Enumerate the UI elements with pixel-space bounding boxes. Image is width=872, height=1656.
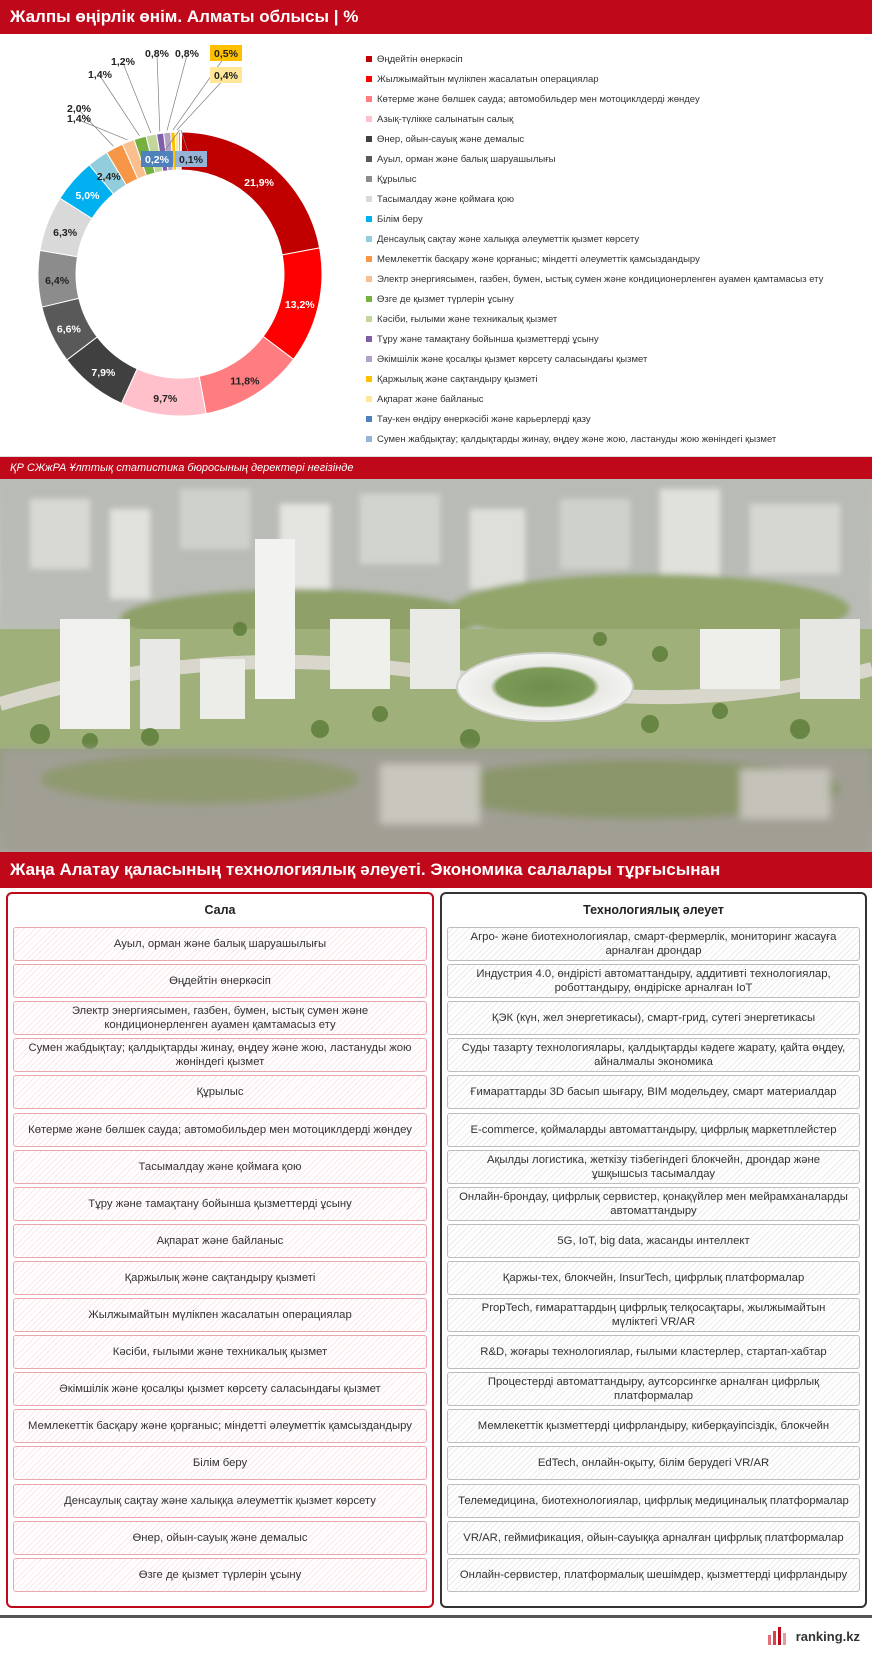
potential-cell: VR/AR, геймификация, ойын-сауыққа арналған цифрлық платформалар xyxy=(447,1521,860,1555)
data-label: 1,2% xyxy=(111,56,135,68)
legend-item xyxy=(366,189,872,209)
potential-cell: Процестерді автоматтандыру, аутсорсингке арналған цифрлық платформалар xyxy=(447,1372,860,1406)
sector-cell: Ақпарат және байланыс xyxy=(13,1224,427,1258)
legend-label: Электр энергиясымен, газбен, бумен, ыстық сумен және кондиционерленген ауамен қамтамасыз ету xyxy=(377,273,824,285)
legend-label: Кәсіби, ғылыми және техникалық қызмет xyxy=(377,313,558,325)
legend-label: Мемлекеттік басқару және қорғаныс; міндетті әлеуметтік қамсыздандыру xyxy=(377,253,700,265)
legend-item xyxy=(366,169,872,189)
legend-label: Денсаулық сақтау және халыққа әлеуметтік қызмет көрсету xyxy=(377,233,640,245)
legend-swatch xyxy=(366,96,372,102)
legend-swatch xyxy=(366,316,372,322)
potential-cell: Онлайн-сервистер, платформалық шешімдер, қызметтерді цифрландыру xyxy=(447,1558,860,1592)
potential-cell: ҚЭК (күн, жел энергетикасы), смарт-грид, сутегі энергетикасы xyxy=(447,1001,860,1035)
chart-title-banner xyxy=(0,0,872,34)
data-label: 13,2% xyxy=(284,299,315,312)
data-label: 11,8% xyxy=(230,375,260,388)
sector-cell: Сумен жабдықтау; қалдықтарды жинау, өңдеу және жою, ластануды жою жөніндегі қызмет xyxy=(13,1038,427,1072)
potential-cell: Онлайн-брондау, цифрлық сервистер, қонақүйлер мен мейрамханаларды автоматтандыру xyxy=(447,1187,860,1221)
legend-item xyxy=(366,89,872,109)
legend-item xyxy=(366,129,872,149)
legend-swatch xyxy=(366,296,372,302)
potential-cell: E-commerce, қоймаларды автоматтандыру, цифрлық маркетплейстер xyxy=(447,1113,860,1147)
potential-cell: Суды тазарту технологиялары, қалдықтарды кәдеге жарату, қайта өңдеу, айналмалы экономика xyxy=(447,1038,860,1072)
legend-swatch xyxy=(366,336,372,342)
legend-swatch xyxy=(366,156,372,162)
ranking-logo-icon xyxy=(768,1627,790,1645)
legend-swatch xyxy=(366,396,372,402)
legend-label: Ауыл, орман және балық шаруашылығы xyxy=(377,153,556,165)
sector-cell: Ауыл, орман және балық шаруашылығы xyxy=(13,927,427,961)
legend-item xyxy=(366,429,872,449)
potential-cell: PropTech, ғимараттардың цифрлық телқосақтары, жылжымайтын мүліктегі VR/AR xyxy=(447,1298,860,1332)
legend-item xyxy=(366,289,872,309)
potential-column xyxy=(440,892,867,1608)
sector-cell: Мемлекеттік басқару және қорғаныс; міндетті әлеуметтік қамсыздандыру xyxy=(13,1409,427,1443)
legend-label: Қаржылық және сақтандыру қызметі xyxy=(377,373,538,385)
legend-swatch xyxy=(366,56,372,62)
chart-panel xyxy=(0,34,872,457)
source-note-bar xyxy=(0,457,872,479)
data-label: 9,7% xyxy=(153,393,178,406)
data-label: 6,6% xyxy=(56,323,81,336)
data-label: 2,4% xyxy=(96,170,121,183)
data-label: 5,0% xyxy=(75,189,100,202)
sector-cell: Тұру және тамақтану бойынша қызметтерді ұсыну xyxy=(13,1187,427,1221)
legend-label: Құрылыс xyxy=(377,173,417,185)
data-label: 7,9% xyxy=(91,367,116,380)
legend-item xyxy=(366,309,872,329)
potential-cell: EdTech, онлайн-оқыту, білім берудегі VR/AR xyxy=(447,1446,860,1480)
legend-swatch xyxy=(366,76,372,82)
sector-cell: Білім беру xyxy=(13,1446,427,1480)
sector-cell: Денсаулық сақтау және халыққа әлеуметтік қызмет көрсету xyxy=(13,1484,427,1518)
legend-item xyxy=(366,349,872,369)
legend-swatch xyxy=(366,176,372,182)
legend-item xyxy=(366,109,872,129)
brand-name: ranking.kz xyxy=(795,1628,860,1644)
sector-cell: Қаржылық және сақтандыру қызметі xyxy=(13,1261,427,1295)
data-label: 0,8% xyxy=(145,48,169,60)
potential-cell: 5G, IoT, big data, жасанды интеллект xyxy=(447,1224,860,1258)
legend-swatch xyxy=(366,436,372,442)
footer xyxy=(0,1615,872,1656)
data-label: 1,4% xyxy=(67,113,91,125)
section-title: Жаңа Алатау қаласының технологиялық әлеуеті. Экономика салалары тұрғысынан xyxy=(10,860,721,879)
legend-swatch xyxy=(366,276,372,282)
legend-item xyxy=(366,209,872,229)
legend-label: Тау-кен өндіру өнеркәсібі және карьерлерді қазу xyxy=(377,413,591,425)
label-leader-line xyxy=(100,76,139,136)
brand xyxy=(768,1627,860,1645)
legend-label: Тұру және тамақтану бойынша қызметтерді ұсыну xyxy=(377,333,599,345)
sector-cell: Өзге де қызмет түрлерін ұсыну xyxy=(13,1558,427,1592)
sector-cell: Құрылыс xyxy=(13,1075,427,1109)
legend-item xyxy=(366,409,872,429)
potential-cell: Мемлекеттік қызметтерді цифрландыру, киберқауіпсіздік, блокчейн xyxy=(447,1409,860,1443)
legend-label: Білім беру xyxy=(377,213,423,225)
sector-cell: Әкімшілік және қосалқы қызмет көрсету саласындағы қызмет xyxy=(13,1372,427,1406)
legend-swatch xyxy=(366,196,372,202)
potential-cell: Агро- және биотехнологиялар, смарт-фермерлік, мониторинг жасауға арналған дрондар xyxy=(447,927,860,961)
legend-swatch xyxy=(366,416,372,422)
data-label: 0,8% xyxy=(175,48,199,60)
data-label: 6,4% xyxy=(45,275,70,288)
legend-item xyxy=(366,149,872,169)
label-leader-line xyxy=(157,55,160,131)
chart-title: Жалпы өңірлік өнім. Алматы облысы | % xyxy=(10,7,359,26)
legend-label: Тасымалдау және қоймаға қою xyxy=(377,193,515,205)
legend-item xyxy=(366,269,872,289)
legend-label: Жылжымайтын мүлікпен жасалатын операциялар xyxy=(377,73,599,85)
legend-label: Өзге де қызмет түрлерін ұсыну xyxy=(377,293,514,305)
legend-label: Өнер, ойын-сауық және демалыс xyxy=(377,133,525,145)
potential-cell: R&D, жоғары технологиялар, ғылыми кластерлер, стартап-хабтар xyxy=(447,1335,860,1369)
potential-cell: Қаржы-тех, блокчейн, InsurTech, цифрлық платформалар xyxy=(447,1261,860,1295)
sector-cell: Өнер, ойын-сауық және демалыс xyxy=(13,1521,427,1555)
legend-item xyxy=(366,249,872,269)
legend-swatch xyxy=(366,236,372,242)
legend-swatch xyxy=(366,136,372,142)
potential-column-header: Технологиялық әлеует xyxy=(583,903,724,917)
sector-column-header: Сала xyxy=(204,903,236,917)
sector-column xyxy=(6,892,434,1608)
sector-cell: Өңдейтін өнеркәсіп xyxy=(13,964,427,998)
sector-cell: Жылжымайтын мүлікпен жасалатын операциялар xyxy=(13,1298,427,1332)
data-label: 0,4% xyxy=(214,70,238,82)
potential-cell: Ақылды логистика, жеткізу тізбегіндегі блокчейн, дрондар және ұшқышсыз тасымалдау xyxy=(447,1150,860,1184)
legend-label: Әкімшілік және қосалқы қызмет көрсету саласындағы қызмет xyxy=(377,353,648,365)
potential-cell: Индустрия 4.0, өндірісті автоматтандыру, аддитивті технологиялар, роботтандыру, өндіріске арналған IoT xyxy=(447,964,860,998)
sector-cell: Көтерме және бөлшек сауда; автомобильдер мен мотоциклдерді жөндеу xyxy=(13,1113,427,1147)
legend-swatch xyxy=(366,256,372,262)
data-label: 21,9% xyxy=(244,176,274,189)
sector-cell: Тасымалдау және қоймаға қою xyxy=(13,1150,427,1184)
donut-chart xyxy=(0,34,366,457)
legend-label: Көтерме және бөлшек сауда; автомобильдер мен мотоциклдерді жөндеу xyxy=(377,93,700,105)
label-leader-line xyxy=(173,55,226,130)
legend-swatch xyxy=(366,376,372,382)
data-label: 0,5% xyxy=(214,48,238,60)
label-leader-line xyxy=(123,63,151,133)
legend-item xyxy=(366,69,872,89)
data-label: 2,0% xyxy=(67,103,91,115)
city-model-illustration xyxy=(0,479,872,852)
section-title-banner xyxy=(0,852,872,888)
city-model-photo xyxy=(0,479,872,852)
potential-cell: Телемедицина, биотехнологиялар, цифрлық медициналық платформалар xyxy=(447,1484,860,1518)
sector-cell: Электр энергиясымен, газбен, бумен, ыстық сумен және кондиционерленген ауамен қамтамасыз ету xyxy=(13,1001,427,1035)
legend-label: Сумен жабдықтау; қалдықтарды жинау, өңдеу және жою, ластануды жою жөніндегі қызмет xyxy=(377,433,777,445)
legend-item xyxy=(366,369,872,389)
data-label: 1,4% xyxy=(88,69,112,81)
data-label: 0,1% xyxy=(179,154,203,166)
data-label: 0,2% xyxy=(145,154,169,166)
sector-cell: Кәсіби, ғылыми және техникалық қызмет xyxy=(13,1335,427,1369)
legend-item xyxy=(366,229,872,249)
legend-swatch xyxy=(366,116,372,122)
legend-item xyxy=(366,389,872,409)
legend-label: Ақпарат және байланыс xyxy=(377,393,484,405)
donut-slice xyxy=(181,132,320,255)
legend-item xyxy=(366,49,872,69)
legend-label: Азық-түлікке салынатын салық xyxy=(377,113,514,125)
label-leader-line xyxy=(167,55,187,131)
legend-label: Өңдейтін өнеркәсіп xyxy=(377,53,463,65)
legend-swatch xyxy=(366,216,372,222)
source-note: ҚР СЖжРА Ұлттық статистика бюросының деректері негізінде xyxy=(10,462,354,474)
label-leader-line xyxy=(177,77,226,130)
potential-cell: Ғимараттарды 3D басып шығару, BIM модельдеу, смарт материалдар xyxy=(447,1075,860,1109)
data-label: 6,3% xyxy=(53,227,78,240)
legend-swatch xyxy=(366,356,372,362)
chart-legend xyxy=(366,49,872,449)
legend-item xyxy=(366,329,872,349)
